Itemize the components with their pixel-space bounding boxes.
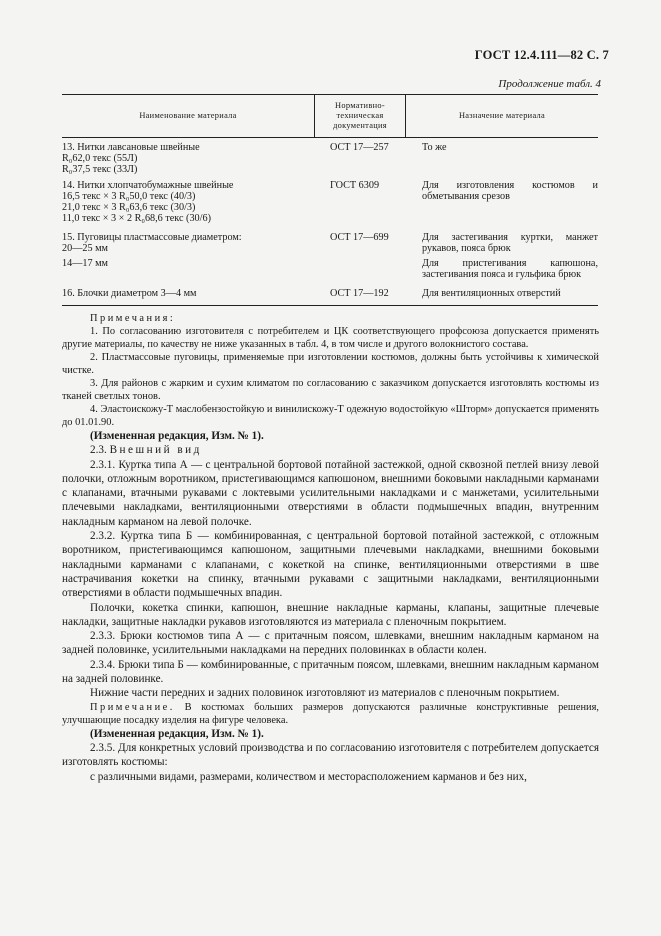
body-text — [62, 312, 599, 784]
paragraph-2-3-3: 2.3.3. Брюки костюмов типа А — с притачным поясом, шлевками, внешним накладным карманом на задней половинке, усилительными накладками на передних половинках в области колен. — [62, 630, 599, 657]
table-header — [62, 94, 598, 138]
table-continuation-label: Продолжение табл. 4 — [498, 78, 601, 90]
design-note: Примечание. В костюмах больших размеров допускаются различные конструктивные решения, улучшающие посадку изделия на фигуре человека. — [62, 701, 599, 726]
note-1: 1. По согласованию изготовителя с потребителем и ЦК соответствующего профсоюза допускается применять другие материалы, по качеству не ниже указанных в табл. 4, в том числе и другого волокнистого состава. — [62, 326, 599, 350]
paragraph-last-line: с различными видами, размерами, количеством и месторасположением карманов и без них, — [90, 770, 527, 783]
paragraph-jacket-materials: Полочки, кокетка спинки, капюшон, внешние накладные карманы, клапаны, защитные плечевые накладки, защитные накладки рукавов изготовляются из материала с пленочным покрытием. — [62, 601, 599, 628]
amendment-note: (Измененная редакция, Изм. № 1). — [90, 430, 264, 442]
page-header: ГОСТ 12.4.111—82 С. 7 — [474, 48, 609, 62]
paragraph-2-3-4: 2.3.4. Брюки типа Б — комбинированные, с притачным поясом, шлевками, внешним накладным карманом на задней половинке. — [62, 658, 599, 686]
note-2: 2. Пластмассовые пуговицы, применяемые при изготовлении костюмов, должны быть устойчивы к химической чистке. — [62, 352, 599, 376]
materials-table — [62, 94, 598, 306]
table-row: 15. Пуговицы пластмассовые диаметром: 20—25 мм ОСТ 17—699 Для застегивания куртки, манжет рукавов, пояса брюк — [62, 232, 598, 254]
paragraph-2-3-5: 2.3.5. Для конкретных условий производства и по согласованию изготовителя с потребителем допускается изготовлять костюмы: — [62, 741, 599, 769]
table-row: 14. Нитки хлопчатобумажные швейные 16,5 текс × 3 R₀50,0 текс (40/3) 21,0 текс × 3 R₀63,6 текс (30/3) 11,0 текс × 3 × 2 R₀68,6 текс (30/6) ГОСТ 6309 Для изготовления костюмов и обметывания срезов — [62, 180, 598, 224]
paragraph-2-3-2: 2.3.2. Куртка типа Б — комбинированная, с центральной бортовой потайной застежкой, с отложным воротником, пристегивающимся капюшоном, защитными плечевыми накладками, внешними боковыми накладными карманами с клапанами, с кокеткой на спинке, вентиляционными отверстиями в шве настрачивания кокетки на спинку, втачными рукавами с защитными накладками, вентиляционными отверстиями в области подмышечных впадин. — [62, 530, 599, 600]
table-bottom-rule — [62, 305, 598, 306]
note-3: 3. Для районов с жарким и сухим климатом по согласованию с заказчиком допускается изготовлять костюмы из тканей светлых тонов. — [62, 378, 599, 402]
header-purpose: Назначение материала — [458, 111, 546, 120]
header-normative-doc: Нормативно- техническая документация — [314, 95, 406, 137]
header-material-name: Наименование материала — [139, 111, 237, 120]
table-row: 16. Блочки диаметром 3—4 мм ОСТ 17—192 Для вентиляционных отверстий — [62, 288, 561, 299]
section-heading: 2.3. Внешний вид — [90, 444, 202, 457]
amendment-note-2: (Измененная редакция, Изм. № 1). — [90, 727, 264, 740]
notes-heading: Примечания: — [90, 313, 176, 324]
paragraph-trouser-materials: Нижние части передних и задних половинок изготовляют из материалов с пленочным покрытием. — [90, 687, 560, 700]
paragraph-2-3-1: 2.3.1. Куртка типа А — с центральной бортовой потайной застежкой, одной сквозной петлей внизу левой полочки, отложным воротником, пристегивающимся капюшоном, внешними боковыми накладными карманами с клапанами, втачными рукавами с локтевыми усилительными накладками и с манжетами, усилительными плечевыми накладками, вентиляционными отверстиями в области подмышечных впадин, внутренним накладным карманом на левой полочке. — [62, 458, 599, 528]
table-row: 14—17 мм Для пристегивания капюшона, застегивания пояса и гульфика брюк — [62, 258, 598, 280]
table-row: 13. Нитки лавсановые швейные R₀62,0 текс (55Л) R₀37,5 текс (33Л) ОСТ 17—257 То же — [62, 142, 447, 175]
note-4: 4. Эластоискожу-Т маслобензостойкую и винилискожу-Т одежную водостойкую «Шторм» допускается применять до 01.01.90. — [62, 404, 599, 428]
